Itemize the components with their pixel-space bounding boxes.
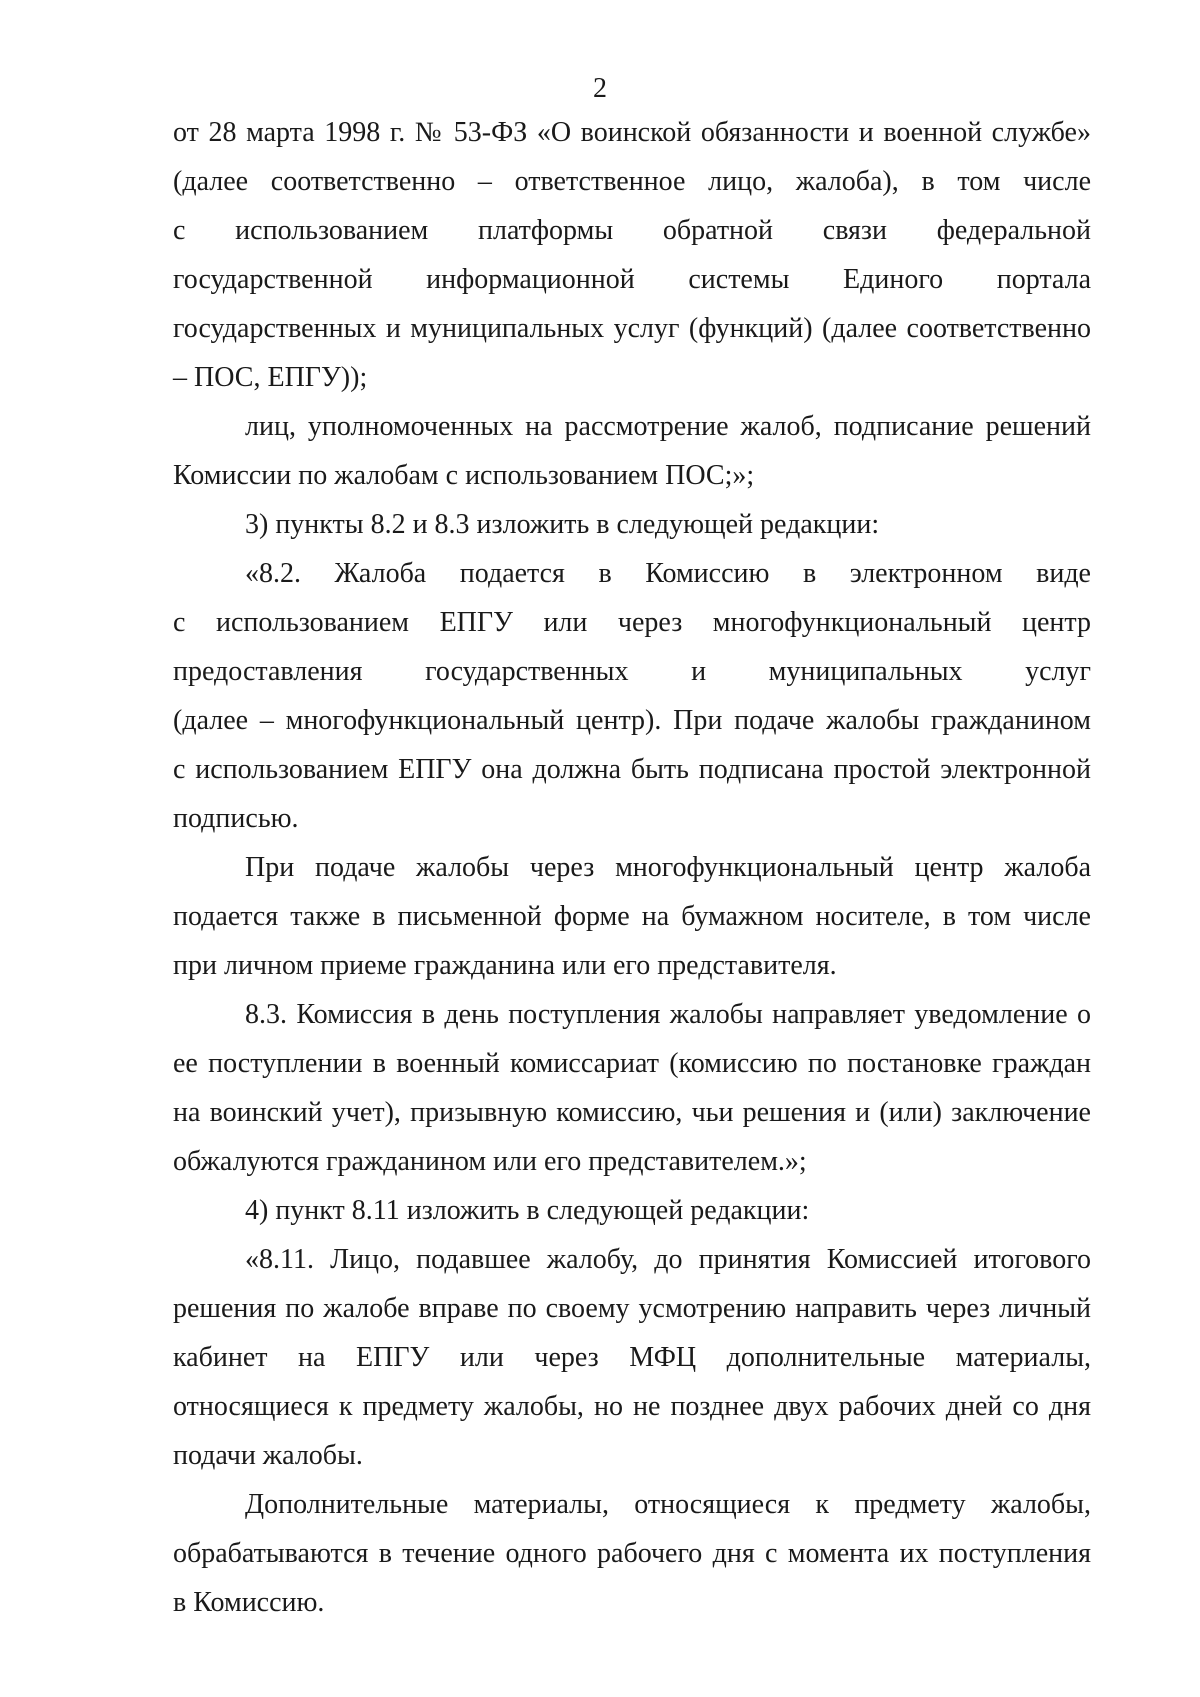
document-body	[173, 108, 1091, 1627]
text-line: 3) пункты 8.2 и 8.3 изложить в следующей редакции:	[245, 509, 880, 540]
text-line: обжалуются гражданином или его представителем.»;	[173, 1146, 807, 1177]
text-line: «8.11. Лицо, подавшее жалобу, до принятия Комиссией итогового	[245, 1244, 1091, 1275]
text-line: 8.3. Комиссия в день поступления жалобы направляет уведомление о	[245, 999, 1091, 1030]
text-line: ее поступлении в военный комиссариат (комиссию по постановке граждан	[173, 1048, 1091, 1079]
text-line: лиц, уполномоченных на рассмотрение жалоб, подписание решений	[245, 411, 1091, 442]
text-line: – ПОС, ЕПГУ));	[173, 362, 368, 393]
text-line: При подаче жалобы через многофункциональный центр жалоба	[245, 852, 1091, 883]
text-line: относящиеся к предмету жалобы, но не позднее двух рабочих дней со дня	[173, 1391, 1091, 1422]
text-line: решения по жалобе вправе по своему усмотрению направить через личный	[173, 1293, 1091, 1324]
text-line: в Комиссию.	[173, 1587, 325, 1618]
text-line: «8.2. Жалоба подается в Комиссию в электронном виде	[245, 558, 1091, 589]
text-line: предоставления государственных и муниципальных услуг	[173, 656, 1091, 687]
paragraph-additional-materials	[173, 1480, 1091, 1627]
paragraph-continuation	[173, 108, 1091, 402]
text-line: подачи жалобы.	[173, 1440, 363, 1471]
text-line: при личном приеме гражданина или его представителя.	[173, 950, 837, 981]
paragraph-clause-8-3	[173, 990, 1091, 1186]
text-line: с использованием платформы обратной связи федеральной	[173, 215, 1091, 246]
text-line: кабинет на ЕПГУ или через МФЦ дополнительные материалы,	[173, 1342, 1091, 1373]
text-line: (далее соответственно – ответственное лицо, жалоба), в том числе	[173, 166, 1091, 197]
text-line: 4) пункт 8.11 изложить в следующей редакции:	[245, 1195, 810, 1226]
text-line: (далее – многофункциональный центр). При подаче жалобы гражданином	[173, 705, 1091, 736]
text-line: обрабатываются в течение одного рабочего дня с момента их поступления	[173, 1538, 1091, 1569]
paragraph-item-4	[173, 1186, 1091, 1235]
text-line: подписью.	[173, 803, 299, 834]
text-line: подается также в письменной форме на бумажном носителе, в том числе	[173, 901, 1091, 932]
page-number: 2	[593, 73, 607, 104]
text-line: с использованием ЕПГУ или через многофункциональный центр	[173, 607, 1091, 638]
paragraph-clause-8-11	[173, 1235, 1091, 1480]
text-line: государственной информационной системы Единого портала	[173, 264, 1091, 295]
paragraph-clause-8-2	[173, 549, 1091, 843]
paragraph-persons-authorized	[173, 402, 1091, 500]
text-line: от 28 марта 1998 г. № 53-ФЗ «О воинской обязанности и военной службе»	[173, 117, 1091, 148]
paragraph-item-3	[173, 500, 1091, 549]
text-line: с использованием ЕПГУ она должна быть подписана простой электронной	[173, 754, 1091, 785]
text-line: на воинский учет), призывную комиссию, чьи решения и (или) заключение	[173, 1097, 1091, 1128]
text-line: Дополнительные материалы, относящиеся к предмету жалобы,	[245, 1489, 1091, 1520]
text-line: государственных и муниципальных услуг (функций) (далее соответственно	[173, 313, 1091, 344]
paragraph-mfc-submission	[173, 843, 1091, 990]
text-line: Комиссии по жалобам с использованием ПОС;»;	[173, 460, 755, 491]
